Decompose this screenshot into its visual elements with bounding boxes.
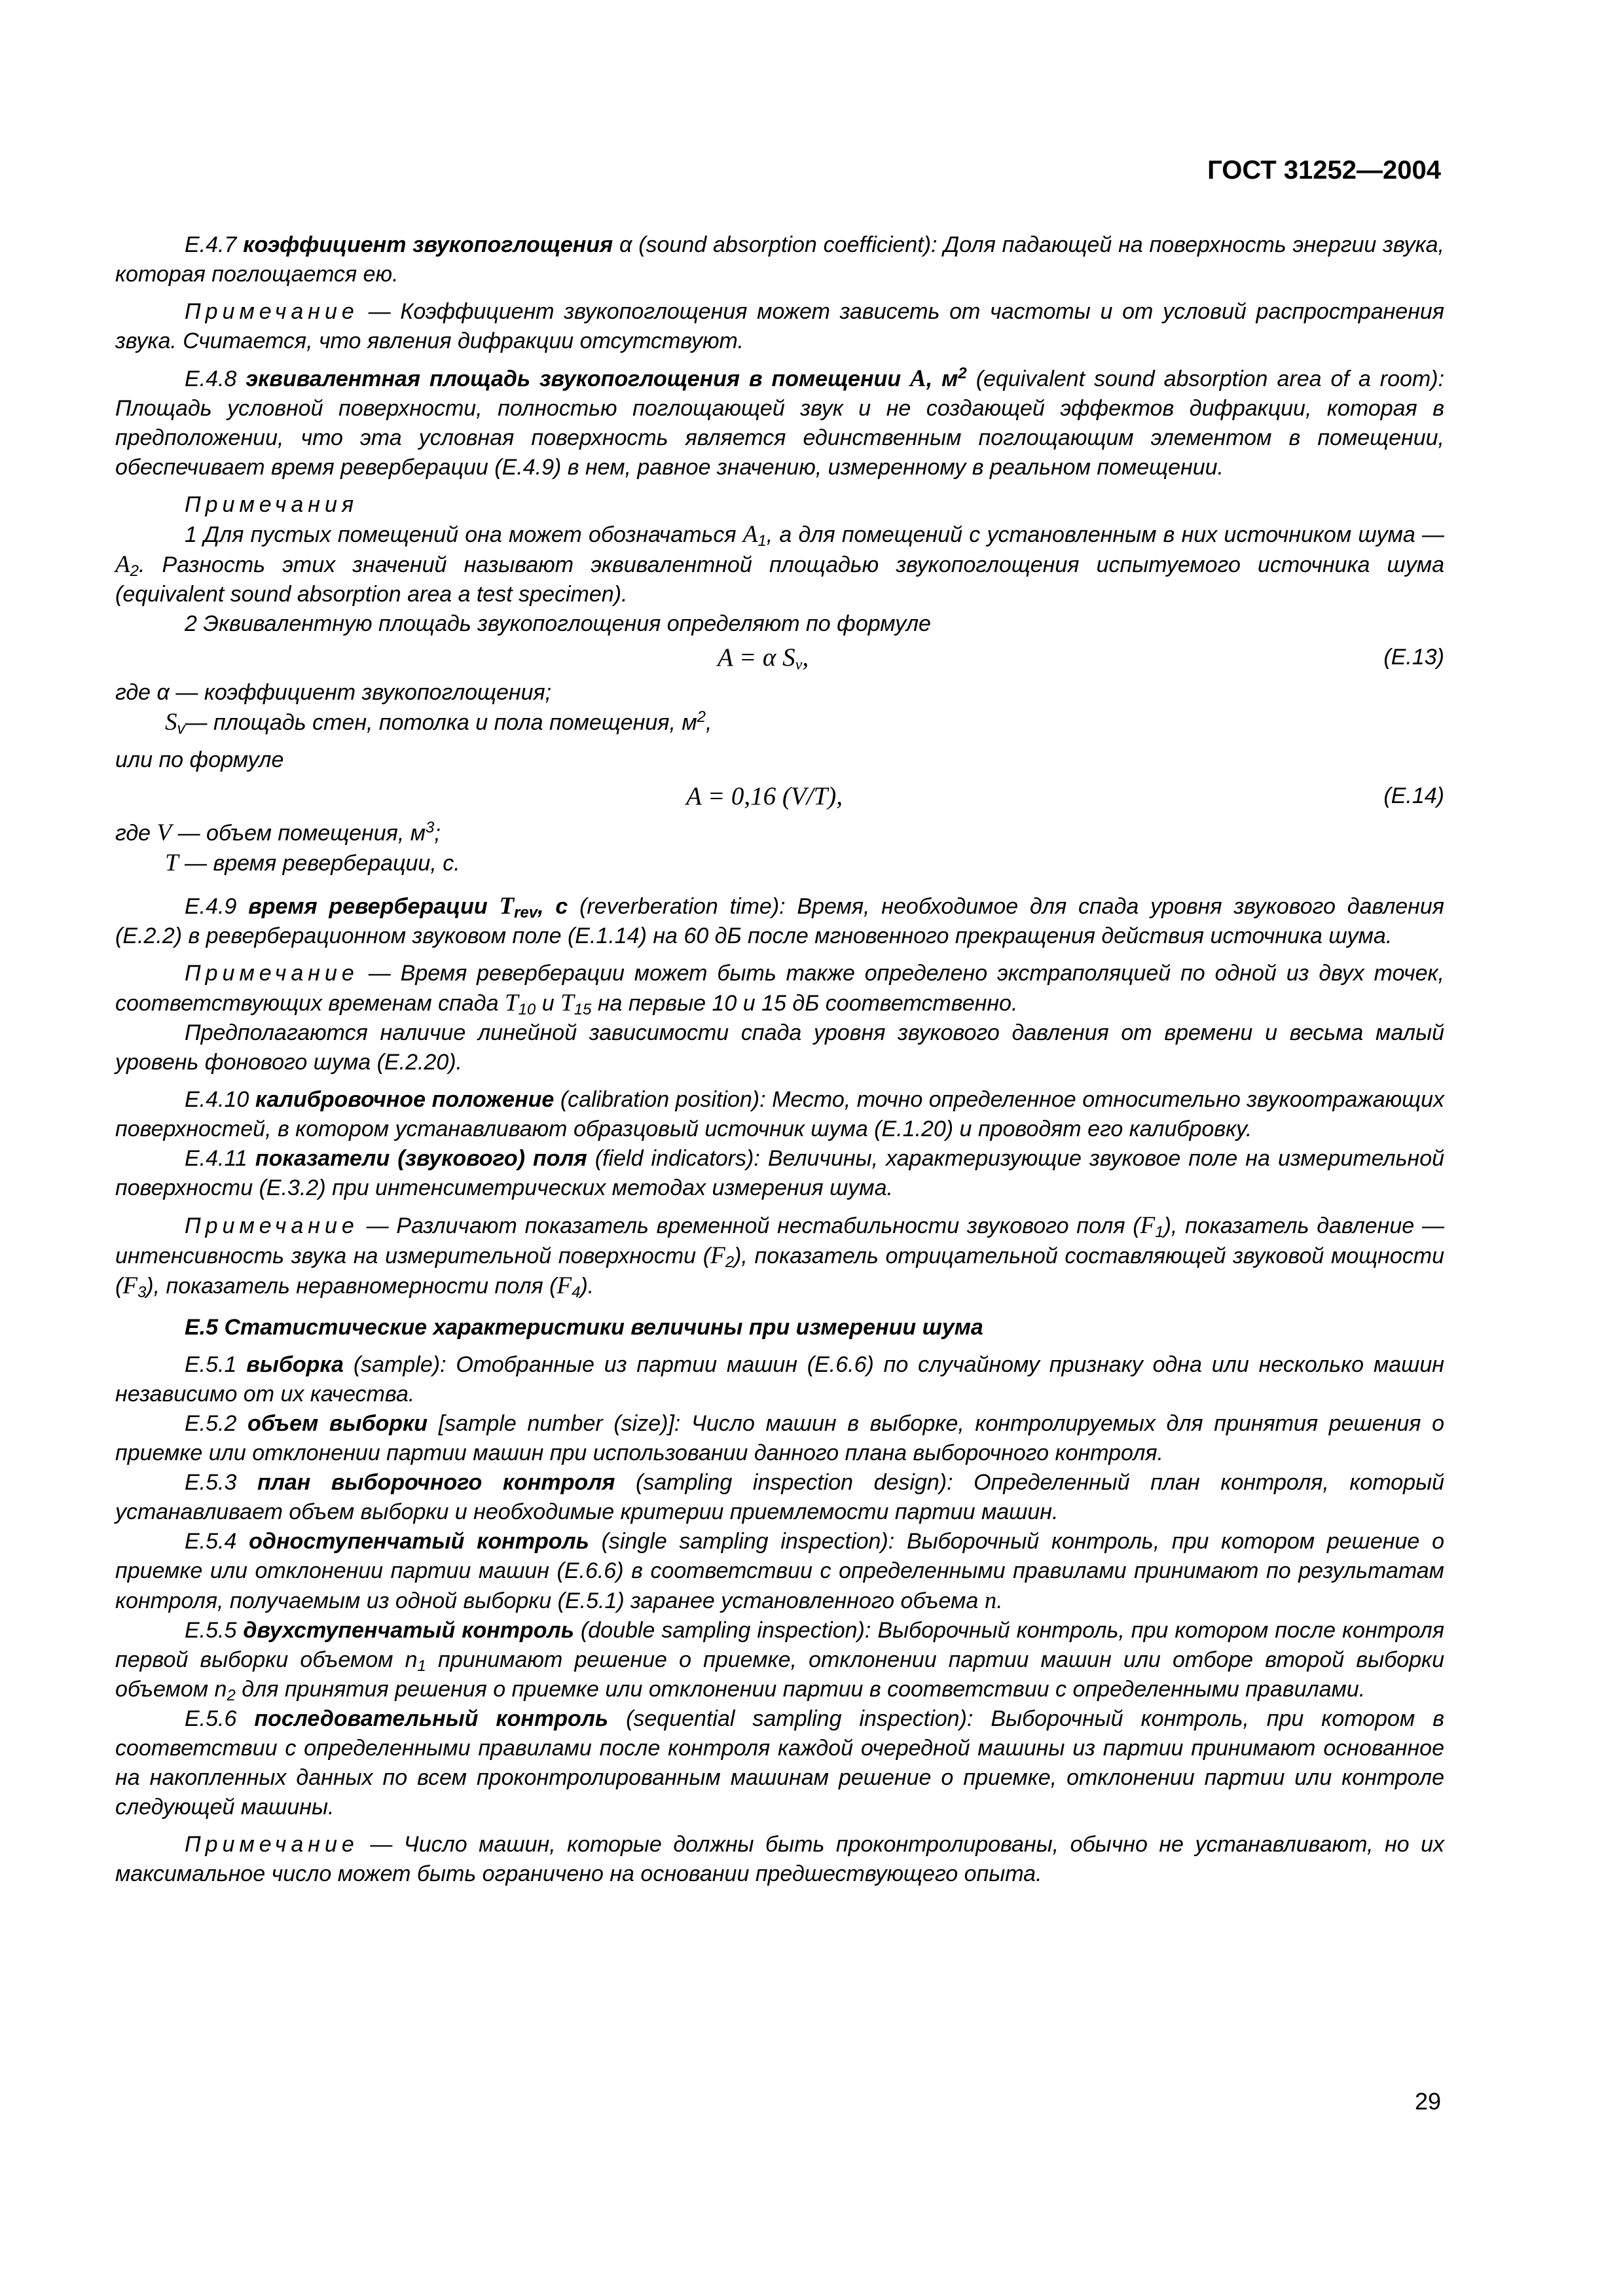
note-label: Примечание	[185, 299, 359, 324]
note-2-e4-8: 2 Эквивалентную площадь звукопоглощения определяют по формуле	[185, 611, 931, 636]
clause-e5-4: Е.5.4 одноступенчатый контроль (single sampling inspection): Выборочный контроль, при котором решение о приемке или отклонении партии машин (Е.6.6) в соответствии с определенными правилами принимают по результатам контроля, получаемым из одной выборки (Е.5.1) заранее установленного объема n.	[115, 1529, 1444, 1614]
clause-e5-2: Е.5.2 объем выборки [sample number (size)]: Число машин в выборке, контролируемых для принятия решения о приемке или отклонении партии машин при использовании данного плана выборочного контроля.	[115, 1411, 1444, 1465]
term: одноступенчатый контроль	[249, 1529, 589, 1554]
notes-heading: Примечания	[185, 492, 359, 517]
clause-e5-1: Е.5.1 выборка (sample): Отобранные из партии машин (Е.6.6) по случайному признаку одна или несколько машин независимо от их качества.	[115, 1352, 1444, 1407]
where-line: T — время реверберации, с.	[165, 850, 460, 876]
note-label: Примечание	[185, 1832, 359, 1857]
standard-code: ГОСТ 31252—2004	[1207, 156, 1441, 185]
term: время реверберации $T_{rev}$, с	[248, 893, 568, 922]
note-1-e4-8: 1 Для пустых помещений она может обозначаться $A_1$, а для помещений с установленным в них источником шума — $A_2$. Разность этих значений называют эквивалентной площадью звукопоглощения испытуемого источника шума (equivalent sound absorption area a test specimen).	[115, 521, 1444, 607]
note-e4-9-continued: Предполагаются наличие линейной зависимости спада уровня звукового давления от времени и весьма малый уровень фонового шума (Е.2.20).	[115, 1020, 1444, 1075]
section-heading-e5: Е.5 Статистические характеристики величины при измерении шума	[185, 1315, 983, 1340]
clause-e4-11: Е.4.11 показатели (звукового) поля (field indicators): Величины, характеризующие звуковое поле на измерительной поверхности (Е.3.2) при интенсиметрических методах измерения шума.	[115, 1146, 1445, 1200]
clause-e5-5: Е.5.5 двухступенчатый контроль (double sampling inspection): Выборочный контроль, при котором после контроля первой выборки объемом $n_1$ принимают решение о приемке, отклонении партии машин или отборе второй выборки объемом $n_2$ для принятия решения о приемке или отклонении партии в соответствии с определенными правилами.	[115, 1618, 1445, 1704]
clause-e5-6: Е.5.6 последовательный контроль (sequential sampling inspection): Выборочный контроль, при котором в соответствии с определенными правилами после контроля каждой очередной машины из партии принимают основанное на накопленных данных по всем проконтролированным машинам решение о приемке, отклонении партии или контроле следующей машины.	[115, 1706, 1444, 1820]
formula-expression: A = α $S_v$,	[718, 643, 809, 673]
formula-e14	[115, 775, 1444, 818]
note-e4-11: Примечание — Различают показатель временной нестабильности звукового поля $(F_1)$, показатель давление — интенсивность звука на измерительной поверхности $(F_2)$, показатель отрицательной составляющей звуковой мощности $(F_3)$, показатель неравномерности поля $(F_4)$.	[115, 1212, 1444, 1301]
term: калибровочное положение	[255, 1087, 555, 1112]
formula-number: (Е.14)	[1383, 783, 1444, 808]
term: выборка	[246, 1352, 344, 1377]
note-label: Примечание	[185, 961, 359, 986]
formula-expression: A = 0,16 (V/T),	[686, 782, 843, 810]
where-line: $S_v—$ площадь стен, потолка и пола помещения, $м^2$,	[165, 708, 712, 738]
note-e4-7: Примечание — Коэффициент звукопоглощения может зависеть от частоты и от условий распространения звука. Считается, что явления дифракции отсутствуют.	[115, 299, 1445, 353]
note-label: Примечание	[185, 1213, 359, 1238]
where-line: где V — объем помещения, $м^3$;	[115, 819, 441, 846]
clause-e4-8: Е.4.8 эквивалентная площадь звукопоглощения в помещении A, $м^2$ (equivalent sound absorption area of a room): Площадь условной поверхности, полностью поглощающей звук и не создающей эффектов дифракции, которая в предположении, что эта условная поверхность является единственным поглощающим элементом в помещении, обеспечивает время реверберации (Е.4.9) в нем, равное значению, измеренному в реальном помещении.	[115, 365, 1445, 480]
formula-e13	[115, 639, 1444, 678]
formula-number: (Е.13)	[1383, 645, 1444, 670]
term: коэффициент звукопоглощения	[243, 232, 613, 257]
term: план выборочного контроля	[257, 1470, 615, 1495]
note-e4-9: Примечание — Время реверберации может быть также определено экстраполяцией по одной из двух точек, соответствующих временам спада $T_{10}$ и $T_{15}$ на первые 10 и 15 дБ соответственно.	[115, 961, 1445, 1018]
or-formula-text: или по формуле	[115, 747, 284, 772]
page-number: 29	[1414, 2088, 1441, 2115]
term: последовательный контроль	[254, 1706, 609, 1731]
term: объем выборки	[247, 1411, 428, 1436]
note-e5-6: Примечание — Число машин, которые должны быть проконтролированы, обычно не устанавливают, но их максимальное число может быть ограничено на основании предшествующего опыта.	[115, 1832, 1444, 1886]
term: двухступенчатый контроль	[243, 1618, 574, 1643]
clause-e5-3: Е.5.3 план выборочного контроля (sampling inspection design): Определенный план контроля, который устанавливает объем выборки и необходимые критерии приемлемости партии машин.	[115, 1470, 1445, 1524]
term: показатели (звукового) поля	[255, 1146, 587, 1171]
where-line: где α — коэффициент звукопоглощения;	[115, 680, 552, 705]
clause-e4-9: Е.4.9 время реверберации $T_{rev}$, с (reverberation time): Время, необходимое для спада уровня звукового давления (Е.2.2) в реверберационном звуковом поле (Е.1.14) на 60 дБ после мгновенного прекращения действия источника шума.	[115, 893, 1444, 948]
page-content	[115, 230, 1444, 1889]
term: эквивалентная площадь звукопоглощения в помещении A, $м^2$	[246, 365, 967, 392]
clause-e4-10: Е.4.10 калибровочное положение (calibration position): Место, точно определенное относительно звукоотражающих поверхностей, в котором устанавливают образцовый источник шума (Е.1.20) и проводят его калибровку.	[115, 1087, 1444, 1141]
clause-e4-7: Е.4.7 коэффициент звукопоглощения α (sound absorption coefficient): Доля падающей на поверхность энергии звука, которая поглощается ею.	[115, 232, 1444, 287]
